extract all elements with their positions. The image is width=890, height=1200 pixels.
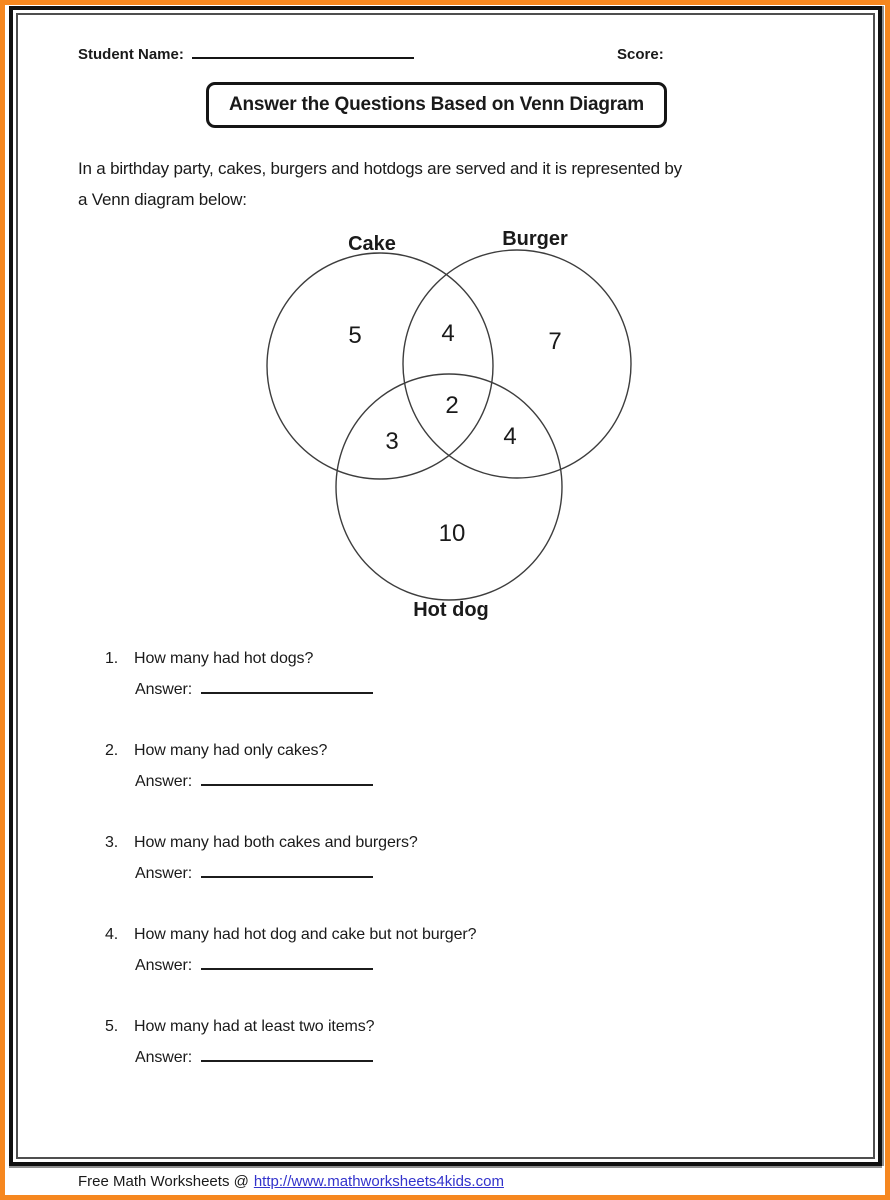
question-text: How many had only cakes?: [134, 742, 328, 759]
answer-line[interactable]: [201, 1048, 373, 1062]
cake-circle: [267, 253, 493, 479]
page-border: [9, 6, 882, 1166]
question-text: How many had both cakes and burgers?: [134, 834, 418, 851]
burger-circle: [403, 250, 631, 478]
answer-line[interactable]: [201, 864, 373, 878]
hotdog-label: Hot dog: [413, 599, 489, 621]
question-number: 2.: [105, 742, 119, 759]
answer-label: Answer:: [135, 865, 193, 882]
value-cake-and-burger: 4: [441, 320, 455, 347]
burger-label: Burger: [502, 228, 568, 250]
intro-line-1: In a birthday party, cakes, burgers and hotdogs are served and it is represented by: [78, 159, 682, 178]
value-burger-and-hotdog: 4: [503, 423, 517, 450]
question-item: [105, 647, 476, 702]
value-hotdog-only: 10: [438, 520, 466, 547]
value-cake-only: 5: [348, 322, 362, 349]
question-text: How many had at least two items?: [134, 1018, 375, 1035]
question-number: 4.: [105, 926, 119, 943]
intro-line-2: a Venn diagram below:: [78, 190, 247, 209]
title-box: [206, 82, 667, 128]
student-name-row: [78, 45, 414, 65]
intro-paragraph: [78, 153, 682, 215]
worksheet-page: [16, 13, 875, 1159]
value-all-three: 2: [445, 392, 459, 419]
answer-label: Answer:: [135, 1049, 193, 1066]
footer-link[interactable]: http://www.mathworksheets4kids.com: [253, 1173, 504, 1190]
question-number: 1.: [105, 650, 119, 667]
answer-label: Answer:: [135, 957, 193, 974]
student-name-line[interactable]: [192, 45, 414, 59]
footer: [5, 1168, 885, 1195]
question-text: How many had hot dog and cake but not burger?: [134, 926, 477, 943]
answer-line[interactable]: [201, 680, 373, 694]
question-item: [105, 1015, 476, 1070]
cake-label: Cake: [348, 233, 396, 255]
answer-line[interactable]: [201, 772, 373, 786]
value-burger-only: 7: [548, 328, 562, 355]
venn-diagram: [245, 223, 655, 623]
footer-text: Free Math Worksheets @: [78, 1173, 249, 1190]
score-label: Score:: [617, 46, 664, 63]
question-number: 5.: [105, 1018, 119, 1035]
question-item: [105, 923, 476, 978]
question-item: [105, 831, 476, 886]
answer-label: Answer:: [135, 681, 193, 698]
student-name-label: Student Name:: [78, 46, 184, 63]
question-item: [105, 739, 476, 794]
question-text: How many had hot dogs?: [134, 650, 314, 667]
worksheet-title: Answer the Questions Based on Venn Diagram: [229, 94, 644, 115]
answer-line[interactable]: [201, 956, 373, 970]
value-cake-and-hotdog: 3: [385, 428, 399, 455]
worksheet-sheet: [5, 5, 885, 1195]
question-list: [105, 647, 476, 1107]
question-number: 3.: [105, 834, 119, 851]
answer-label: Answer:: [135, 773, 193, 790]
